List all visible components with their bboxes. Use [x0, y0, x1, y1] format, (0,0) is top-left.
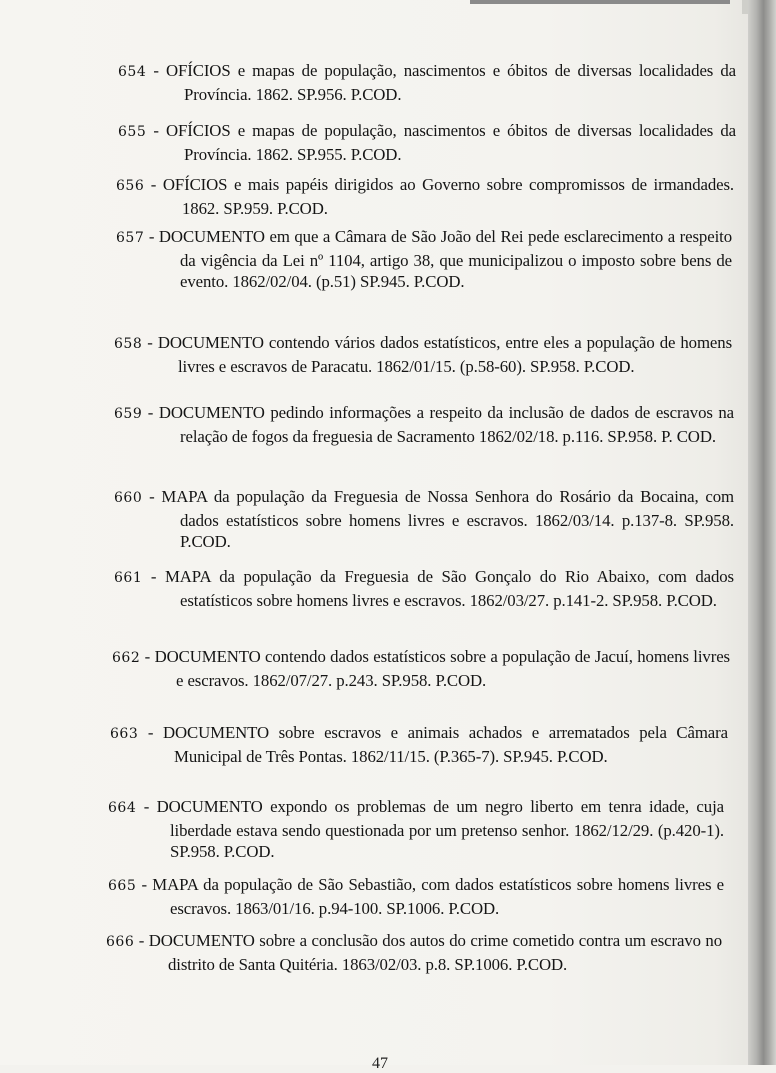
entry-number: 660 [114, 490, 143, 506]
entry-text: OFÍCIOS e mais papéis dirigidos ao Governo sobre compromissos de irmandades. 1862. SP.959. P.COD. [162, 175, 734, 218]
catalog-entry: 663 - DOCUMENTO sobre escravos e animais achados e arrematados pela Câmara Municipal de Três Pontas. 1862/11/15. (P.365-7). SP.945. P.COD. [110, 723, 728, 766]
catalog-entry: 654 - OFÍCIOS e mapas de população, nascimentos e óbitos de diversas localidades da Província. 1862. SP.956. P.COD. [118, 61, 736, 104]
entry-number: 663 [110, 726, 139, 742]
entry-number: 658 [114, 336, 143, 352]
catalog-entry: 665 - MAPA da população de São Sebastião, com dados estatísticos sobre homens livres e escravos. 1863/01/16. p.94-100. SP.1006. P.COD. [108, 875, 724, 918]
catalog-entry: 655 - OFÍCIOS e mapas de população, nascimentos e óbitos de diversas localidades da Província. 1862. SP.955. P.COD. [118, 121, 736, 164]
book-spine-shadow [748, 0, 776, 1065]
catalog-entry: 664 - DOCUMENTO expondo os problemas de um negro liberto em tenra idade, cuja liberdade estava sendo questionada por um pretenso senhor. 1862/12/29. (p.420-1). SP.958. P.COD. [108, 797, 724, 861]
entry-text: DOCUMENTO em que a Câmara de São João del Rei pede esclarecimento a respeito da vigência da Lei nº 1104, artigo 38, que municipalizou o imposto sobre bens de evento. 1862/02/04. (p.51) SP.945. P.COD. [158, 227, 732, 291]
entry-number: 657 [116, 230, 145, 246]
entry-text: DOCUMENTO expondo os problemas de um negro liberto em tenra idade, cuja liberdade estava sendo questionada por um pretenso senhor. 1862/12/29. (p.420-1). SP.958. P.COD. [156, 797, 724, 861]
catalog-entry: 657 - DOCUMENTO em que a Câmara de São João del Rei pede esclarecimento a respeito da vigência da Lei nº 1104, artigo 38, que municipalizou o imposto sobre bens de evento. 1862/02/04. (p.51) SP.945. P.COD. [116, 227, 732, 291]
entry-number: 662 [112, 650, 141, 666]
entry-number: 665 [108, 878, 137, 894]
entry-number: 654 [118, 64, 147, 80]
entry-number: 661 [114, 570, 143, 586]
entry-number: 664 [108, 800, 137, 816]
entry-text: MAPA da população da Freguesia de Nossa Senhora do Rosário da Bocaina, com dados estatísticos sobre homens livres e escravos. 1862/03/14. p.137-8. SP.958. P.COD. [161, 487, 734, 551]
entry-text: MAPA da população da Freguesia de São Gonçalo do Rio Abaixo, com dados estatísticos sobre homens livres e escravos. 1862/03/27. p.141-2. SP.958. P.COD. [164, 567, 734, 610]
entry-number: 655 [118, 124, 147, 140]
catalog-entry: 660 - MAPA da população da Freguesia de Nossa Senhora do Rosário da Bocaina, com dados estatísticos sobre homens livres e escravos. 1862/03/14. p.137-8. SP.958. P.COD. [114, 487, 734, 551]
top-rule [470, 0, 730, 4]
entry-text: OFÍCIOS e mapas de população, nascimentos e óbitos de diversas localidades da Província. 1862. SP.955. P.COD. [165, 121, 736, 164]
catalog-entry: 661 - MAPA da população da Freguesia de São Gonçalo do Rio Abaixo, com dados estatísticos sobre homens livres e escravos. 1862/03/27. p.141-2. SP.958. P.COD. [114, 567, 734, 610]
catalog-entry: 658 - DOCUMENTO contendo vários dados estatísticos, entre eles a população de homens livres e escravos de Paracatu. 1862/01/15. (p.58-60). SP.958. P.COD. [114, 333, 732, 376]
entry-text: MAPA da população de São Sebastião, com dados estatísticos sobre homens livres e escravos. 1863/01/16. p.94-100. SP.1006. P.COD. [152, 875, 724, 918]
entry-text: DOCUMENTO pedindo informações a respeito da inclusão de dados de escravos na relação de fogos da freguesia de Sacramento 1862/02/18. p.116. SP.958. P. COD. [158, 403, 734, 446]
entry-number: 666 [106, 934, 135, 950]
entry-text: DOCUMENTO contendo vários dados estatísticos, entre eles a população de homens livres e escravos de Paracatu. 1862/01/15. (p.58-60). SP.958. P.COD. [157, 333, 732, 376]
page-number: 47 [372, 1055, 388, 1072]
entry-text: DOCUMENTO contendo dados estatísticos sobre a população de Jacuí, homens livres e escravos. 1862/07/27. p.243. SP.958. P.COD. [154, 647, 730, 690]
catalog-entry: 662 - DOCUMENTO contendo dados estatísticos sobre a população de Jacuí, homens livres e escravos. 1862/07/27. p.243. SP.958. P.COD. [112, 647, 730, 690]
catalog-entry: 666 - DOCUMENTO sobre a conclusão dos autos do crime cometido contra um escravo no distrito de Santa Quitéria. 1863/02/03. p.8. SP.1006. P.COD. [106, 931, 723, 974]
entry-number: 656 [116, 178, 145, 194]
catalog-entry: 659 - DOCUMENTO pedindo informações a respeito da inclusão de dados de escravos na relação de fogos da freguesia de Sacramento 1862/02/18. p.116. SP.958. P. COD. [114, 403, 734, 446]
entry-text: OFÍCIOS e mapas de população, nascimentos e óbitos de diversas localidades da Província. 1862. SP.956. P.COD. [165, 61, 736, 104]
catalog-entry: 656 - OFÍCIOS e mais papéis dirigidos ao Governo sobre compromissos de irmandades. 1862. SP.959. P.COD. [116, 175, 734, 218]
entry-number: 659 [114, 406, 143, 422]
entry-text: DOCUMENTO sobre a conclusão dos autos do crime cometido contra um escravo no distrito de Santa Quitéria. 1863/02/03. p.8. SP.1006. P.COD. [148, 931, 723, 974]
entry-text: DOCUMENTO sobre escravos e animais achados e arrematados pela Câmara Municipal de Três Pontas. 1862/11/15. (P.365-7). SP.945. P.COD. [162, 723, 728, 766]
